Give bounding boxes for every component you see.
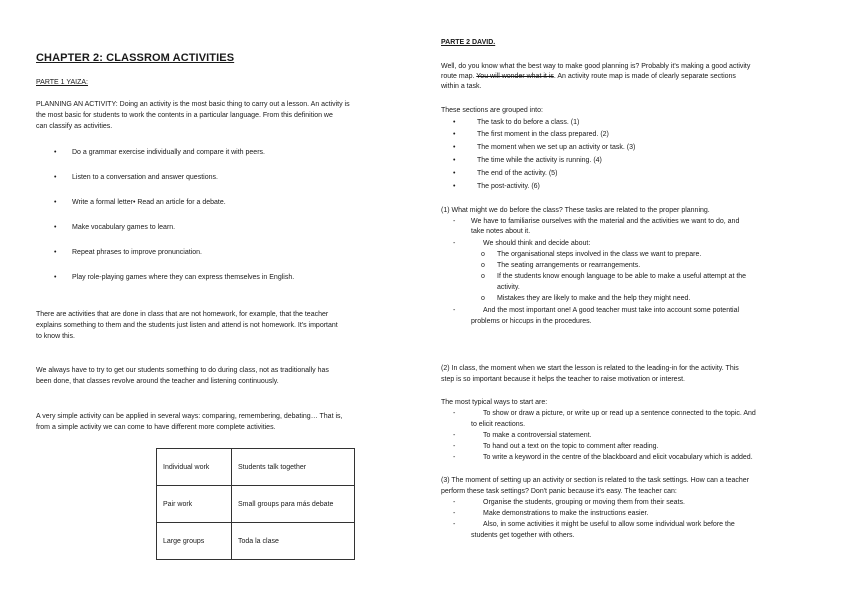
para1-line-3: to know this.	[36, 333, 75, 340]
grouping-table	[156, 448, 355, 560]
part-2-label: PARTE 2 DAVID.	[441, 39, 496, 46]
table-row	[157, 523, 355, 560]
sections-intro: These sections are grouped into:	[441, 107, 543, 114]
typical-heading: The most typical ways to start are:	[441, 399, 548, 406]
dash-icon: -	[453, 521, 456, 528]
table-row	[157, 486, 355, 523]
circle-bullet-icon: o	[481, 295, 485, 302]
bullet-icon: •	[54, 249, 57, 256]
p3-line-2: perform these task settings? Don't panic because it's easy. The teacher can:	[441, 488, 677, 495]
para1-line-2: explains something to them and the students just listen and attend is not homework. It's important	[36, 322, 338, 329]
table-cell: Small groups para más debate	[232, 486, 355, 523]
circle-bullet-icon: o	[481, 251, 485, 258]
dash-icon: -	[453, 454, 456, 461]
intro-line-3: within a task.	[441, 83, 482, 90]
chapter-title: CHAPTER 2: CLASSROM ACTIVITIES	[36, 52, 235, 64]
p3-line-1: (3) The moment of setting up an activity or section is related to the task settings. How can a teacher	[441, 477, 750, 484]
can-continuation: students get together with others.	[471, 532, 575, 539]
circle-bullet-icon: o	[481, 262, 485, 269]
dash-icon: -	[453, 432, 456, 439]
planning-line-3: can classify as activities.	[36, 123, 113, 130]
bullet-icon: •	[453, 157, 456, 164]
circle-bullet-icon: o	[481, 273, 485, 280]
dash-icon: -	[453, 443, 456, 450]
bullet-icon: •	[54, 174, 57, 181]
bullet-icon: •	[54, 149, 57, 156]
para2-line-2: been done, that classes revolve around the teacher and listening continuously.	[36, 378, 279, 385]
ways-continuation: to elicit reactions.	[471, 421, 526, 428]
para3-line-1: A very simple activity can be applied in several ways: comparing, remembering, debating… That is,	[36, 413, 343, 420]
para2-line-1: We always have to try to get our students something to do during class, not as traditionally has	[36, 367, 329, 374]
intro-line-1: Well, do you know what the best way to make good planning is? Probably it's making a good activity	[441, 63, 751, 70]
intro-line-2: route map. You will wonder what it is. An activity route map is made of clearly separate sections	[441, 73, 736, 80]
dash-icon: -	[453, 307, 456, 314]
bullet-icon: •	[453, 144, 456, 151]
dash-icon: -	[453, 240, 456, 247]
planning-line-1: PLANNING AN ACTIVITY: Doing an activity is the most basic thing to carry out a lesson. An activity is	[36, 101, 350, 108]
planning-line-2: the most basic for students to work the contents in a particular language. From this definition we	[36, 112, 333, 119]
dash-icon: -	[453, 218, 456, 225]
table-cell: Large groups	[157, 523, 232, 560]
dash-icon: -	[453, 510, 456, 517]
table-cell: Toda la clase	[232, 523, 355, 560]
dash1-continuation: take notes about it.	[471, 228, 531, 235]
bullet-icon: •	[453, 131, 456, 138]
para1-line-1: There are activities that are done in class that are not homework, for example, that the teacher	[36, 311, 329, 318]
bullet-icon: •	[453, 119, 456, 126]
table-row	[157, 449, 355, 486]
bullet-icon: •	[453, 183, 456, 190]
dash3-continuation: problems or hiccups in the procedures.	[471, 318, 592, 325]
table-cell: Pair work	[157, 486, 232, 523]
dash-icon: -	[453, 499, 456, 506]
bullet-icon: •	[54, 224, 57, 231]
sub-continuation: activity.	[497, 284, 520, 291]
table-cell: Students talk together	[232, 449, 355, 486]
table-cell: Individual work	[157, 449, 232, 486]
bullet-icon: •	[54, 199, 57, 206]
para3-line-2: from a simple activity we can come to have different more complete activities.	[36, 424, 276, 431]
bullet-icon: •	[453, 170, 456, 177]
dash-icon: -	[453, 410, 456, 417]
p2-line-1: (2) In class, the moment when we start the lesson is related to the leading-in for the activity. This	[441, 365, 739, 372]
p2-line-2: step is so important because it helps the teacher to raise motivation or interest.	[441, 376, 685, 383]
q1-heading: (1) What might we do before the class? These tasks are related to the proper planning.	[441, 207, 710, 214]
part-1-label: PARTE 1 YAIZA:	[36, 79, 89, 86]
bullet-icon: •	[54, 274, 57, 281]
